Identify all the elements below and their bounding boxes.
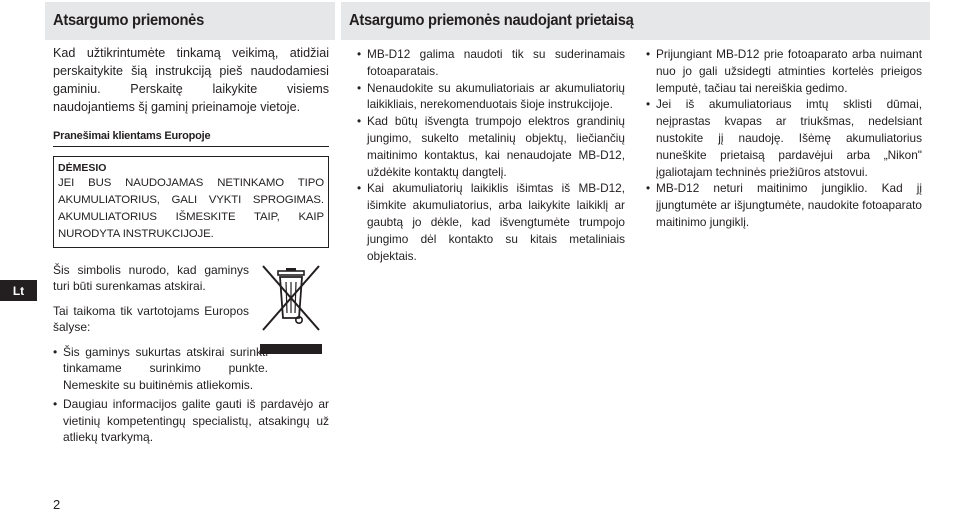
crossed-out-wheelie-bin-icon xyxy=(259,262,323,356)
left-section-title: Atsargumo priemonės xyxy=(53,12,204,29)
left-section-header xyxy=(45,2,335,40)
intro-paragraph: Kad užtikrintumėte tinkamą veikimą, atidžiai perskaitykite šią instrukciją pieš naudodamiesi gaminiu. Perskaitę laikykite visiems naudojantiems šį gaminį prieinamoje vietoje. xyxy=(53,46,329,114)
list-item: • Kad būtų išvengta trumpojo elektros grandinių jungimo, sukelto metalinių objektų, liečiančių maitinimo kontaktus, kai nenaudojate MB-D12, uždėkite kontaktų dangtelį. xyxy=(357,113,625,180)
europe-notice-heading: Pranešimai klientams Europoje xyxy=(53,128,329,147)
caution-box xyxy=(53,156,329,248)
disposal-bullets xyxy=(53,344,329,446)
list-item: • Prijungiant MB-D12 prie fotoaparato arba nuimant nuo jo gali užsidegti atminties kortelės prieigos lemputė, tačiau tai nereiškia gedimo. xyxy=(646,46,922,96)
symbol-text xyxy=(53,262,249,336)
symbol-description: Šis simbolis nurodo, kad gaminys turi būti surenkamas atskirai. xyxy=(53,262,249,293)
list-item: • Daugiau informacijos galite gauti iš pardavėjo ar vietinių kompetentingų specialistų, atsakingų už atliekų tvarkymą. xyxy=(53,396,329,446)
page-number: 2 xyxy=(53,497,61,512)
list-item: • Kai akumuliatorių laikiklis išimtas iš MB-D12, išimkite akumuliatorius, arba laikykite laikiklį ar gaubtą jo dėkle, kad išvengtumėte trumpojo jungimo dėl kontakto su kitais metaliniais objektais. xyxy=(357,180,625,264)
usage-column-2 xyxy=(646,46,922,231)
list-item: • MB-D12 galima naudoti tik su suderinamais fotoaparatais. xyxy=(357,46,625,80)
right-section-title: Atsargumo priemonės naudojant prietaisą xyxy=(349,12,634,29)
list-item: • MB-D12 neturi maitinimo jungiklio. Kad jį įjungtumėte ar išjungtumėte, naudokite fotoaparato maitinimo jungiklį. xyxy=(646,180,922,230)
symbol-scope: Tai taikoma tik vartotojams Europos šalyse: xyxy=(53,303,249,334)
safety-column xyxy=(53,44,329,449)
usage-column-1 xyxy=(357,46,625,264)
right-section-header xyxy=(341,2,930,40)
usage-bullets-1 xyxy=(357,46,625,264)
caution-title: DĖMESIO xyxy=(58,161,107,174)
usage-bullets-2 xyxy=(646,46,922,231)
language-tab: Lt xyxy=(0,280,37,301)
list-item: • Jei iš akumuliatoriaus imtų sklisti dūmai, neįprastas kvapas ar triukšmas, nedelsiant nustokite jį naudoję. Išėmę akumuliatorius nuneškite prietaisą pardavėjui arba „Nikon" įgaliotajam techninės priežiūros atstovui. xyxy=(646,96,922,180)
list-item: • Nenaudokite su akumuliatoriais ar akumuliatorių laikikliais, nerekomenduotais šioje instrukcijoje. xyxy=(357,80,625,114)
list-item: • Šis gaminys sukurtas atskirai surinkti tinkamame surinkimo punkte. Nemeskite su buitinėmis atliekomis. xyxy=(53,344,268,394)
caution-body: JEI BUS NAUDOJAMAS NETINKAMO TIPO AKUMULIATORIUS, GALI VYKTI SPROGIMAS. AKUMULIATORIUS IŠMESKITE TAIP, KAIP NURODYTA INSTRUKCIJOJE. xyxy=(58,176,324,240)
disposal-symbol-block xyxy=(53,262,329,336)
